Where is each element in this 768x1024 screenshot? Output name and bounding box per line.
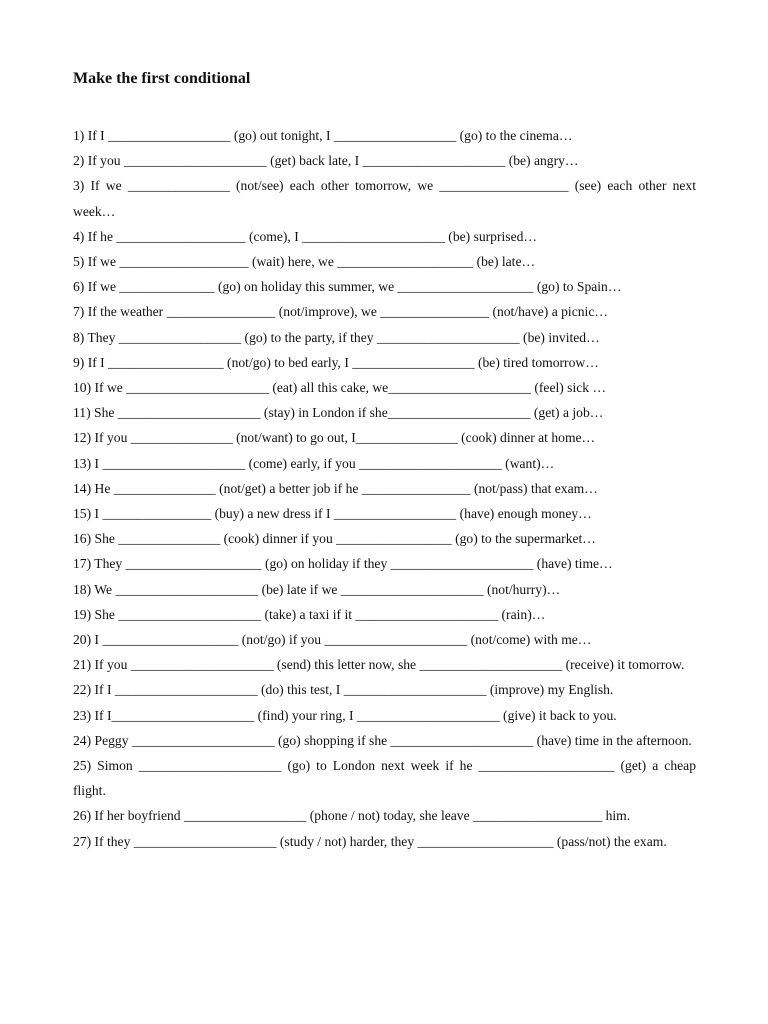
exercise-item-25: 25) Simon _____________________ (go) to London next week if he ____________________ (get) a cheap flight. <box>73 758 696 799</box>
exercise-item-6: 6) If we ______________ (go) on holiday this summer, we ____________________ (go) to Spain… <box>73 279 622 295</box>
exercise-item-13: 13) I _____________________ (come) early, if you _____________________ (want)… <box>73 455 555 471</box>
exercise-item-16: 16) She _______________ (cook) dinner if you _________________ (go) to the supermarket… <box>73 531 596 547</box>
exercise-item-22: 22) If I _____________________ (do) this test, I _____________________ (improve) my English. <box>73 682 614 698</box>
exercise-item-3: 3) If we _______________ (not/see) each other tomorrow, we ___________________ (see) each other next week… <box>73 178 696 219</box>
exercise-item-1: 1) If I __________________ (go) out tonight, I __________________ (go) to the cinema… <box>73 128 573 143</box>
exercise-item-15: 15) I ________________ (buy) a new dress if I __________________ (have) enough money… <box>73 506 592 522</box>
exercise-item-19: 19) She _____________________ (take) a taxi if it _____________________ (rain)… <box>73 606 546 622</box>
exercise-item-8: 8) They __________________ (go) to the party, if they _____________________ (be) invited… <box>73 329 600 345</box>
exercise-list <box>73 123 696 854</box>
exercise-item-14: 14) He _______________ (not/get) a better job if he ________________ (not/pass) that exam… <box>73 480 598 496</box>
exercise-item-21: 21) If you _____________________ (send) this letter now, she _____________________ (receive) it tomorrow. <box>73 657 685 673</box>
exercise-item-20: 20) I ____________________ (not/go) if you _____________________ (not/come) with me… <box>73 632 592 648</box>
exercise-item-2: 2) If you _____________________ (get) back late, I _____________________ (be) angry… <box>73 153 579 169</box>
exercise-item-10: 10) If we _____________________ (eat) all this cake, we_____________________ (feel) sick … <box>73 380 607 396</box>
exercise-item-23: 23) If I_____________________ (find) your ring, I _____________________ (give) it back to you. <box>73 707 617 723</box>
exercise-item-4: 4) If he ___________________ (come), I _____________________ (be) surprised… <box>73 228 537 244</box>
exercise-item-27: 27) If they _____________________ (study / not) harder, they ____________________ (pass/not) the exam. <box>73 833 667 849</box>
exercise-item-12: 12) If you _______________ (not/want) to go out, I_______________ (cook) dinner at home… <box>73 430 596 446</box>
exercise-item-9: 9) If I _________________ (not/go) to bed early, I __________________ (be) tired tomorrow… <box>73 354 599 370</box>
exercise-item-7: 7) If the weather ________________ (not/improve), we ________________ (not/have) a picnic… <box>73 304 608 320</box>
exercise-item-17: 17) They ____________________ (go) on holiday if they _____________________ (have) time… <box>73 556 613 572</box>
exercise-item-18: 18) We _____________________ (be) late if we _____________________ (not/hurry)… <box>73 581 561 597</box>
exercise-item-11: 11) She _____________________ (stay) in London if she_____________________ (get) a job… <box>73 405 604 421</box>
exercise-item-5: 5) If we ___________________ (wait) here, we ____________________ (be) late… <box>73 254 536 270</box>
exercise-item-26: 26) If her boyfriend __________________ (phone / not) today, she leave ___________________ him. <box>73 808 631 824</box>
exercise-item-24: 24) Peggy _____________________ (go) shopping if she _____________________ (have) time in the afternoon. <box>73 732 692 748</box>
worksheet-title: Make the first conditional <box>73 70 251 87</box>
